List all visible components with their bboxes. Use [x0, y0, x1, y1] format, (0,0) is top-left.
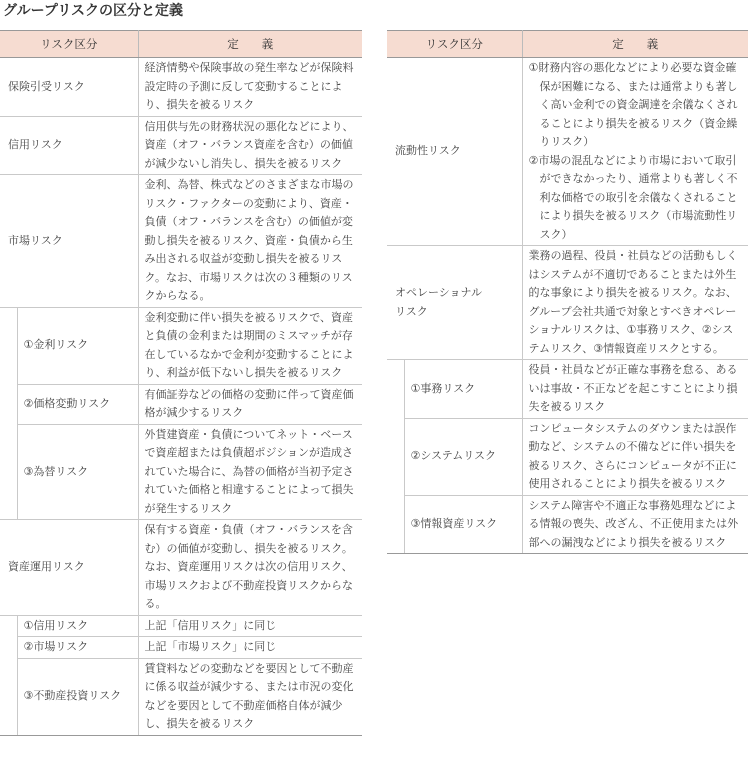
risk-name: オペレーショナルリスク: [387, 246, 522, 360]
risk-definition: 金利、為替、株式などのさまざまな市場のリスク・ファクターの変動により、資産・負債（オフ・バランスを含む）の価値が変動し損失を被るリスク、資産・負債から生み出される収益が変動し損失を被るリスク。なお、市場リスクは次の３種類のリスクからなる。: [138, 175, 362, 308]
risk-definition: 上記「市場リスク」に同じ: [138, 637, 362, 659]
indent-spacer: [0, 615, 17, 735]
table-header: [387, 31, 748, 58]
risk-name: ①信用リスク: [17, 615, 138, 637]
table-row: [0, 58, 362, 117]
risk-definition: 外貨建資産・負債についてネット・ベースで資産超または負債超ポジションが造成されていた場合に、為替の価格が当初予定されていた価格と相違することによって損失が発生するリスク: [138, 424, 362, 520]
risk-definition: コンピュータシステムのダウンまたは誤作動など、システムの不備などに伴い損失を被るリスク、さらにコンピュータが不正に使用されることにより損失を被るリスク: [522, 418, 748, 495]
header-category: リスク区分: [387, 31, 522, 58]
risk-definition: 賃貸料などの変動などを要因として不動産に係る収益が減少する、または市況の変化などを要因として不動産価格自体が減少し、損失を被るリスク: [138, 658, 362, 735]
table-row: [0, 175, 362, 308]
table-row: [0, 384, 362, 424]
risk-definition: 有価証券などの価格の変動に伴って資産価格が減少するリスク: [138, 384, 362, 424]
table-row: [387, 246, 748, 360]
table-row: [0, 307, 362, 384]
table-row: [0, 520, 362, 616]
table-row: [387, 360, 748, 419]
risk-name: ②システムリスク: [404, 418, 522, 495]
risk-definition: 信用供与先の財務状況の悪化などにより、資産（オフ・バランス資産を含む）の価値が減少ないし消失し、損失を被るリスク: [138, 116, 362, 175]
risk-definition: 上記「信用リスク」に同じ: [138, 615, 362, 637]
risk-name: 流動性リスク: [387, 58, 522, 246]
risk-definition: 役員・社員などが正確な事務を怠る、あるいは事故・不正などを起こすことにより損失を被るリスク: [522, 360, 748, 419]
risk-name: ③情報資産リスク: [404, 495, 522, 554]
table-row: [0, 424, 362, 520]
risk-name: 資産運用リスク: [0, 520, 138, 616]
table-row: [0, 658, 362, 735]
risk-name: ①金利リスク: [17, 307, 138, 384]
table-row: [387, 495, 748, 554]
header-definition: 定 義: [138, 31, 362, 58]
table-header: [0, 31, 362, 58]
header-definition: 定 義: [522, 31, 748, 58]
risk-definition: 経済情勢や保険事故の発生率などが保険料設定時の予測に反して変動することにより、損失を被るリスク: [138, 58, 362, 117]
risk-name: ③不動産投資リスク: [17, 658, 138, 735]
risk-name: ①事務リスク: [404, 360, 522, 419]
risk-table-right: [387, 30, 748, 554]
indent-spacer: [387, 360, 404, 554]
risk-table-left: [0, 30, 362, 736]
table-row: [387, 418, 748, 495]
risk-definition: 保有する資産・負債（オフ・バランスを含む）の価値が変動し、損失を被るリスク。なお、資産運用リスクは次の信用リスク、市場リスクおよび不動産投資リスクからなる。: [138, 520, 362, 616]
risk-name: 信用リスク: [0, 116, 138, 175]
definition-item: ①財務内容の悪化などにより必要な資金確保が困難になる、または通常よりも著しく高い金利での資金調達を余儀なくされることにより損失を被るリスク（資金繰りリスク）: [528, 61, 738, 148]
risk-name: ③為替リスク: [17, 424, 138, 520]
table-row: [0, 637, 362, 659]
risk-definition: システム障害や不適正な事務処理などによる情報の喪失、改ざん、不正使用または外部への漏洩などにより損失を被るリスク: [522, 495, 748, 554]
page-title: グループリスクの区分と定義: [3, 3, 184, 19]
risk-definition: 金利変動に伴い損失を被るリスクで、資産と負債の金利または期間のミスマッチが存在しているなかで金利が変動することにより、利益が低下ないし損失を被るリスク: [138, 307, 362, 384]
risk-name: ②市場リスク: [17, 637, 138, 659]
indent-spacer: [0, 307, 17, 520]
table-row: [0, 615, 362, 637]
table-row: [0, 116, 362, 175]
definition-item: ②市場の混乱などにより市場において取引ができなかったり、通常よりも著しく不利な価格での取引を余儀なくされることにより損失を被るリスク（市場流動性リスク）: [528, 153, 738, 241]
risk-definition: [522, 58, 748, 246]
table-row: [387, 58, 748, 246]
risk-name: 保険引受リスク: [0, 58, 138, 117]
risk-name: ②価格変動リスク: [17, 384, 138, 424]
risk-name: 市場リスク: [0, 175, 138, 308]
risk-definition: 業務の過程、役員・社員などの活動もしくはシステムが不適切であることまたは外生的な事象により損失を被るリスク。なお、グループ会社共通で対象とすべきオペレーショナルリスクは、①事務リスク、②システムリスク、③情報資産リスクとする。: [522, 246, 748, 360]
header-category: リスク区分: [0, 31, 138, 58]
